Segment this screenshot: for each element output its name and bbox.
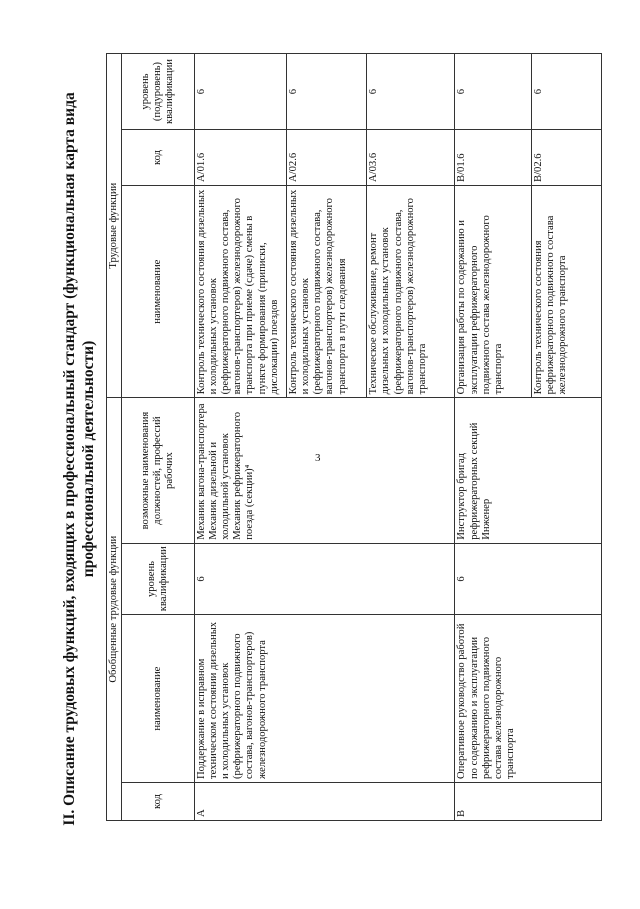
header-function-code: код xyxy=(122,130,194,186)
section-heading-line-1: II. Описание трудовых функций, входящих в профессиональный стандарт (функциональная карта вида xyxy=(61,92,78,826)
function-code: А/02.6 xyxy=(286,130,366,186)
table-header-row-groups xyxy=(107,54,122,821)
header-function-level: уровень (подуровень) квалификации xyxy=(122,54,194,130)
function-name: Организация работы по содержанию и эксплуатации рефрижераторного подвижного состава железнодорожного транспорта xyxy=(455,185,531,397)
header-labor-functions: Трудовые функции xyxy=(107,54,122,398)
function-level: 6 xyxy=(455,54,531,130)
header-name: наименование xyxy=(122,615,194,783)
header-positions: возможные наименования должностей, профессий рабочих xyxy=(122,398,194,543)
gen-positions: Механик вагона-транспортера Механик дизельной и холодильной установок Механик рефрижераторного поезда (секции)⁴ xyxy=(194,398,455,543)
function-name: Техническое обслуживание, ремонт дизельных и холодильных установок (рефрижераторного подвижного состава, вагонов-транспортеров) железнодорожного транспорта xyxy=(367,185,455,397)
header-generalized-functions: Обобщенные трудовые функции xyxy=(107,398,122,821)
header-function-name: наименование xyxy=(122,185,194,397)
section-heading-line-2: профессиональной деятельности) xyxy=(80,340,97,578)
function-level: 6 xyxy=(286,54,366,130)
table-header-row-columns xyxy=(122,54,194,821)
header-code: код xyxy=(122,783,194,821)
gen-level: 6 xyxy=(455,543,602,615)
page-number: 3 xyxy=(315,452,321,464)
gen-positions: Инструктор бригад рефрижераторных секций Инженер xyxy=(455,398,602,543)
section-heading xyxy=(60,29,98,889)
function-code: В/01.6 xyxy=(455,130,531,186)
gen-code: В xyxy=(455,783,602,821)
gen-name: Поддержание в исправном техническом состоянии дизельных и холодильных установок (рефрижераторного подвижного состава, вагонов-транспортеров) железнодорожного транспорта xyxy=(194,615,455,783)
table-row xyxy=(194,54,286,821)
function-level: 6 xyxy=(194,54,286,130)
function-name: Контроль технического состояния дизельных и холодильных установок (рефрижераторного подвижного состава, вагонов-транспортеров) железнодорожного транспорта в пути следования xyxy=(286,185,366,397)
gen-name: Оперативное руководство работой по содержанию и эксплуатации рефрижераторного подвижного состава железнодорожного транспорта xyxy=(455,615,602,783)
header-qualification-level: уровень квалификации xyxy=(122,543,194,615)
gen-code: А xyxy=(194,783,455,821)
gen-level: 6 xyxy=(194,543,455,615)
function-code: А/01.6 xyxy=(194,130,286,186)
table-row xyxy=(455,54,531,821)
function-name: Контроль технического состояния рефрижераторного подвижного состава железнодорожного транспорта xyxy=(531,185,601,397)
function-level: 6 xyxy=(367,54,455,130)
function-code: А/03.6 xyxy=(367,130,455,186)
function-name: Контроль технического состояния дизельных и холодильных установок (рефрижераторного подвижного состава, вагонов-транспортеров) железнодорожного транспорта при приеме (сдаче) смены в пункте формирования (приписки, дислокации) поездов xyxy=(194,185,286,397)
function-code: В/02.6 xyxy=(531,130,601,186)
function-level: 6 xyxy=(531,54,601,130)
functional-map-table xyxy=(106,53,602,821)
